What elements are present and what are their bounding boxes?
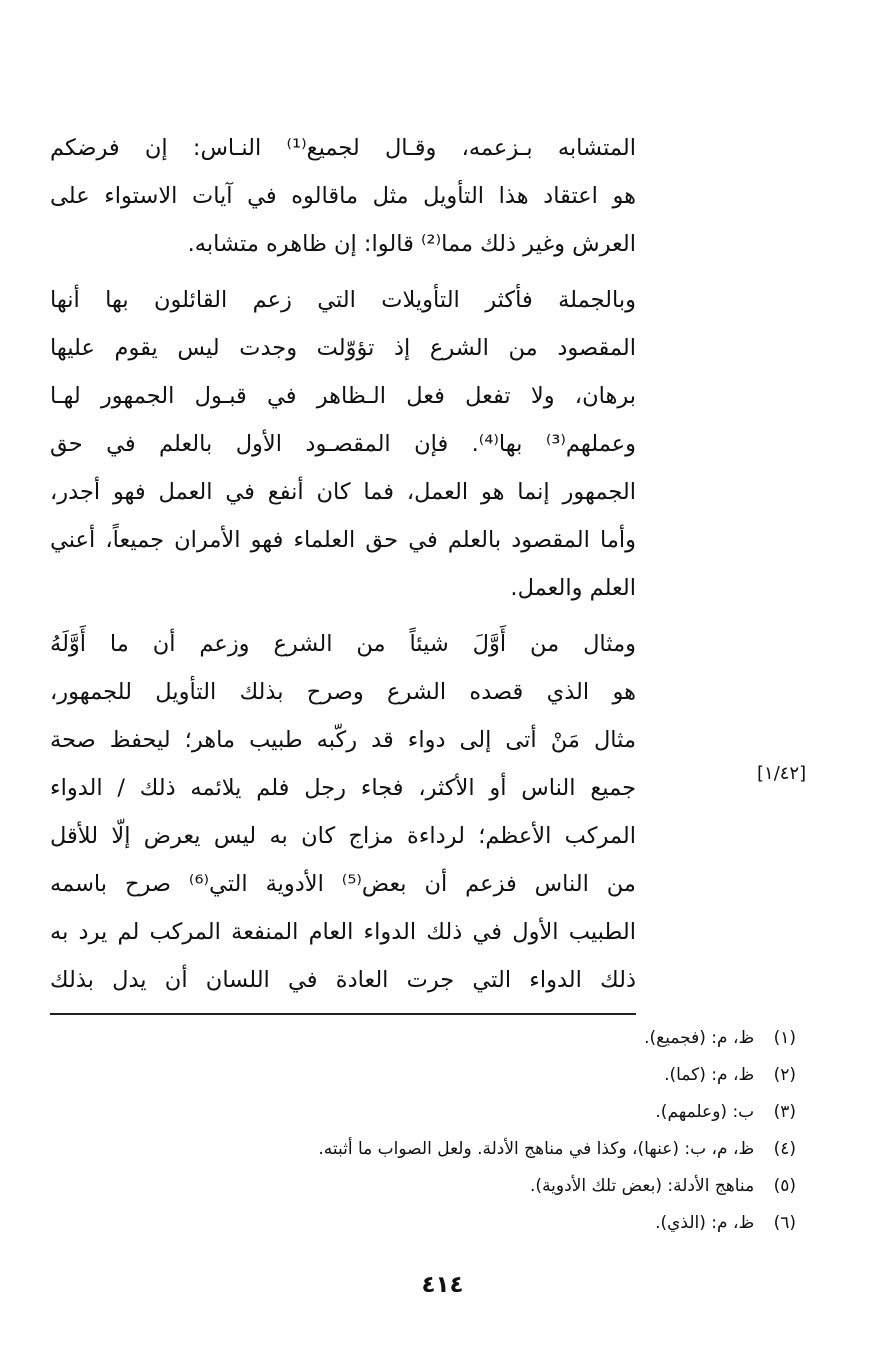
paragraph bbox=[50, 276, 636, 612]
main-text-body bbox=[50, 124, 636, 1012]
paragraph bbox=[50, 620, 636, 1004]
text-line: العلم والعمل. bbox=[510, 575, 636, 601]
footnote-text: ب: (وعلمهم). bbox=[655, 1102, 755, 1122]
footnote-text: ظ، م: (فجميع). bbox=[644, 1028, 755, 1048]
footnote bbox=[120, 1094, 796, 1131]
text-line: المركب الأعظم؛ لرداءة مزاج كان به ليس يعرض إلّا للأقل bbox=[50, 823, 636, 849]
footnotes-section bbox=[120, 1020, 796, 1242]
text-line: من الناس فزعم أن بعض⁽⁵⁾ الأدوية التي⁽⁶⁾ صرح باسمه bbox=[50, 871, 636, 897]
footnote-number: (٢) bbox=[773, 1065, 796, 1085]
text-line: برهان، ولا تفعل فعل الـظاهر في قبـول الجمهور لهـا bbox=[50, 383, 636, 409]
footnote-number: (٥) bbox=[773, 1176, 796, 1196]
text-line: هو الذي قصده الشرع وصرح بذلك التأويل للجمهور، bbox=[50, 679, 636, 705]
text-line: الطبيب الأول في ذلك الدواء العام المنفعة المركب لم يرد به bbox=[50, 919, 636, 945]
footnote-text: ظ، م، ب: (عنها)، وكذا في مناهج الأدلة. ولعل الصواب ما أثبته. bbox=[318, 1139, 755, 1159]
text-line: وعملهم⁽³⁾ بها⁽⁴⁾. فإن المقصـود الأول بالعلم في حق bbox=[50, 431, 636, 457]
footnote-number: (٤) bbox=[773, 1139, 796, 1159]
text-line: الجمهور إنما هو العمل، فما كان أنفع في العمل فهو أجدر، bbox=[50, 479, 636, 505]
footnote bbox=[120, 1020, 796, 1057]
footnote-number: (٦) bbox=[773, 1213, 796, 1233]
text-line: المقصود من الشرع إذ تؤوّلت وجدت ليس يقوم عليها bbox=[50, 335, 636, 361]
text-line: وبالجملة فأكثر التأويلات التي زعم القائلون بها أنها bbox=[50, 287, 636, 313]
text-line: وأما المقصود بالعلم في حق العلماء فهو الأمران جميعاً، أعني bbox=[50, 527, 636, 553]
footnote-text: ظ، م: (الذي). bbox=[655, 1213, 755, 1233]
footnote-number: (١) bbox=[773, 1028, 796, 1048]
text-line: ومثال من أَوَّلَ شيئاً من الشرع وزعم أن ما أَوَّلَهُ bbox=[50, 631, 636, 657]
text-line: جميع الناس أو الأكثر، فجاء رجل فلم يلائمه ذلك / الدواء bbox=[50, 775, 636, 801]
footnote bbox=[120, 1057, 796, 1094]
text-line: مثال مَنْ أتى إلى دواء قد ركّبه طبيب ماهر؛ ليحفظ صحة bbox=[50, 727, 636, 753]
paragraph bbox=[50, 124, 636, 268]
text-line: العرش وغير ذلك مما⁽²⁾ قالوا: إن ظاهره متشابه. bbox=[187, 231, 636, 257]
page-number: ٤١٤ bbox=[421, 1272, 464, 1298]
footnote-number: (٣) bbox=[773, 1102, 796, 1122]
footnote bbox=[120, 1205, 796, 1242]
text-line: ذلك الدواء التي جرت العادة في اللسان أن يدل بذلك bbox=[50, 967, 636, 993]
text-line: المتشابه بـزعمه، وقـال لجميع⁽¹⁾ النـاس: إن فرضكم bbox=[50, 135, 636, 161]
footnote-divider bbox=[50, 1013, 636, 1015]
text-line: هو اعتقاد هذا التأويل مثل ماقالوه في آيات الاستواء على bbox=[50, 183, 636, 209]
footnote-text: ظ، م: (كما). bbox=[664, 1065, 755, 1085]
footnote bbox=[120, 1131, 796, 1168]
footnote-text: مناهج الأدلة: (بعض تلك الأدوية). bbox=[530, 1176, 755, 1196]
footnote bbox=[120, 1168, 796, 1205]
margin-page-reference: [١/٤٢] bbox=[757, 763, 807, 784]
